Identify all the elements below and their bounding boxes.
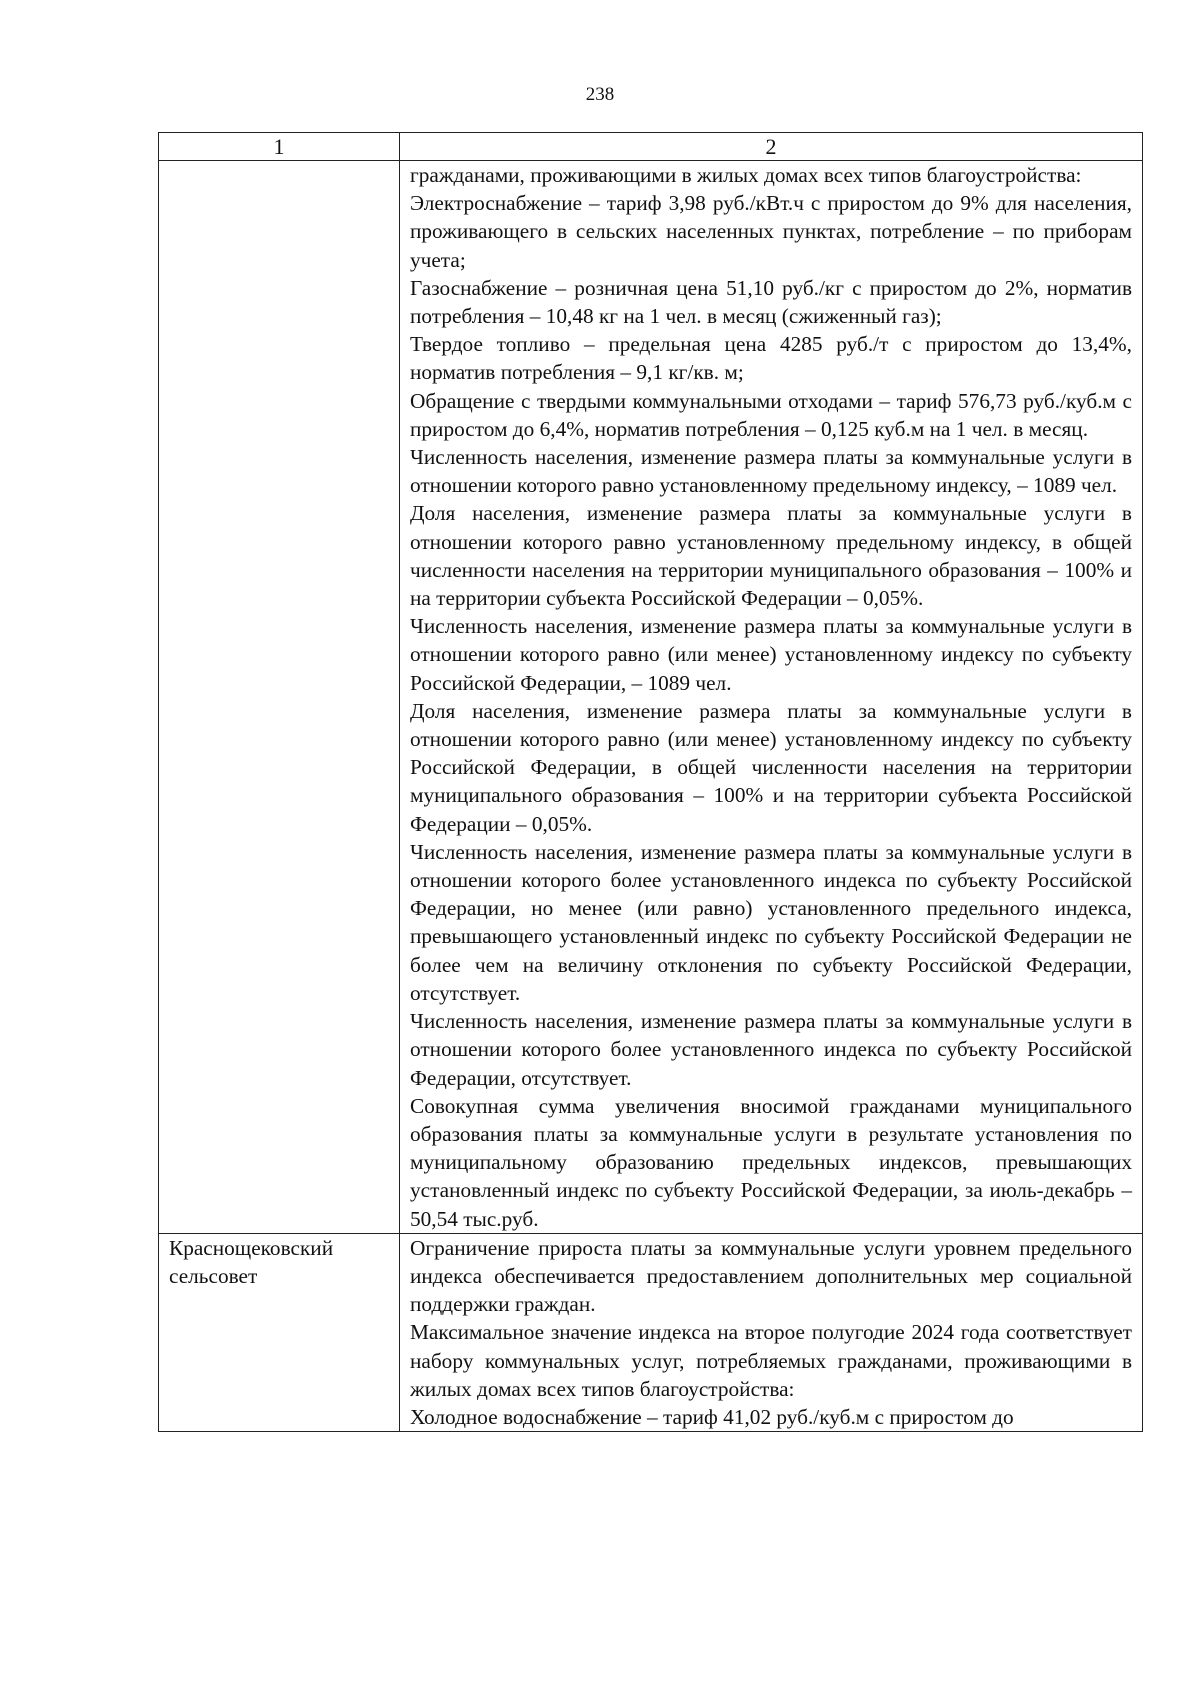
paragraph: Численность населения, изменение размера платы за коммунальные услуги в отношении которого равно (или менее) установленному индексу по субъекту Российской Федерации, – 1089 чел. bbox=[410, 614, 1132, 695]
paragraph: Электроснабжение – тариф 3,98 руб./кВт.ч с приростом до 9% для населения, проживающего в сельских населенных пунктах, потребление – по приборам учета; bbox=[410, 191, 1132, 272]
paragraph: Газоснабжение – розничная цена 51,10 руб./кг с приростом до 2%, норматив потребления – 10,48 кг на 1 чел. в месяц (сжиженный газ); bbox=[410, 275, 1132, 329]
paragraph: Максимальное значение индекса на второе полугодие 2024 года соответствует набору коммунальных услуг, потребляемых гражданами, проживающими в жилых домах всех типов благоустройства: bbox=[410, 1320, 1132, 1401]
row-1-name-cell bbox=[159, 161, 400, 1234]
table-row bbox=[159, 161, 1143, 1234]
row-1-content-cell bbox=[400, 161, 1143, 1234]
table-row bbox=[159, 1233, 1143, 1431]
row-2-name-cell: Краснощековский сельсовет bbox=[159, 1233, 400, 1431]
table-header-row bbox=[159, 133, 1143, 161]
paragraph: Обращение с твердыми коммунальными отходами – тариф 576,73 руб./куб.м с приростом до 6,4%, норматив потребления – 0,125 куб.м на 1 чел. в месяц. bbox=[410, 388, 1132, 441]
paragraph: Доля населения, изменение размера платы за коммунальные услуги в отношении которого равно (или менее) установленному индексу по субъекту Российской Федерации, в общей численности населения на территории муниципального образования – 100% и на территории субъекта Российской Федерации – 0,05%. bbox=[410, 698, 1132, 836]
paragraph: Численность населения, изменение размера платы за коммунальные услуги в отношении которого равно установленному предельному индексу, – 1089 чел. bbox=[410, 445, 1132, 498]
document-table bbox=[158, 132, 1143, 1432]
paragraph: Численность населения, изменение размера платы за коммунальные услуги в отношении которого более установленного индекса по субъекту Российской Федерации, отсутствует. bbox=[410, 1009, 1132, 1090]
paragraph: Численность населения, изменение размера платы за коммунальные услуги в отношении которого более установленного индекса по субъекту Российской Федерации, но менее (или равно) установленного предельного индекса, превышающего установленный индекс по субъекту Российской Федерации не более чем на величину отклонения по субъекту Российской Федерации, отсутствует. bbox=[410, 839, 1132, 1005]
paragraph: Твердое топливо – предельная цена 4285 руб./т с приростом до 13,4%, норматив потребления – 9,1 кг/кв. м; bbox=[410, 332, 1132, 385]
paragraph: Холодное водоснабжение – тариф 41,02 руб./куб.м с приростом до bbox=[410, 1404, 1014, 1429]
paragraph: Доля населения, изменение размера платы за коммунальные услуги в отношении которого равно установленному предельному индексу, в общей численности населения на территории муниципального образования – 100% и на территории субъекта Российской Федерации – 0,05%. bbox=[410, 501, 1132, 611]
column-header-2: 2 bbox=[400, 133, 1143, 161]
paragraph: Ограничение прироста платы за коммунальные услуги уровнем предельного индекса обеспечивается предоставлением дополнительных мер социальной поддержки граждан. bbox=[410, 1235, 1132, 1317]
paragraph: Совокупная сумма увеличения вносимой гражданами муниципального образования платы за коммунальные услуги в результате установления по муниципальному образованию предельных индексов, превышающих установленный индекс по субъекту Российской Федерации, за июль-декабрь – 50,54 тыс.руб. bbox=[410, 1093, 1132, 1231]
row-2-content-cell bbox=[400, 1233, 1143, 1431]
page-number: 238 bbox=[585, 84, 615, 105]
paragraph: гражданами, проживающими в жилых домах всех типов благоустройства: bbox=[410, 163, 1082, 187]
column-header-1: 1 bbox=[159, 133, 400, 161]
